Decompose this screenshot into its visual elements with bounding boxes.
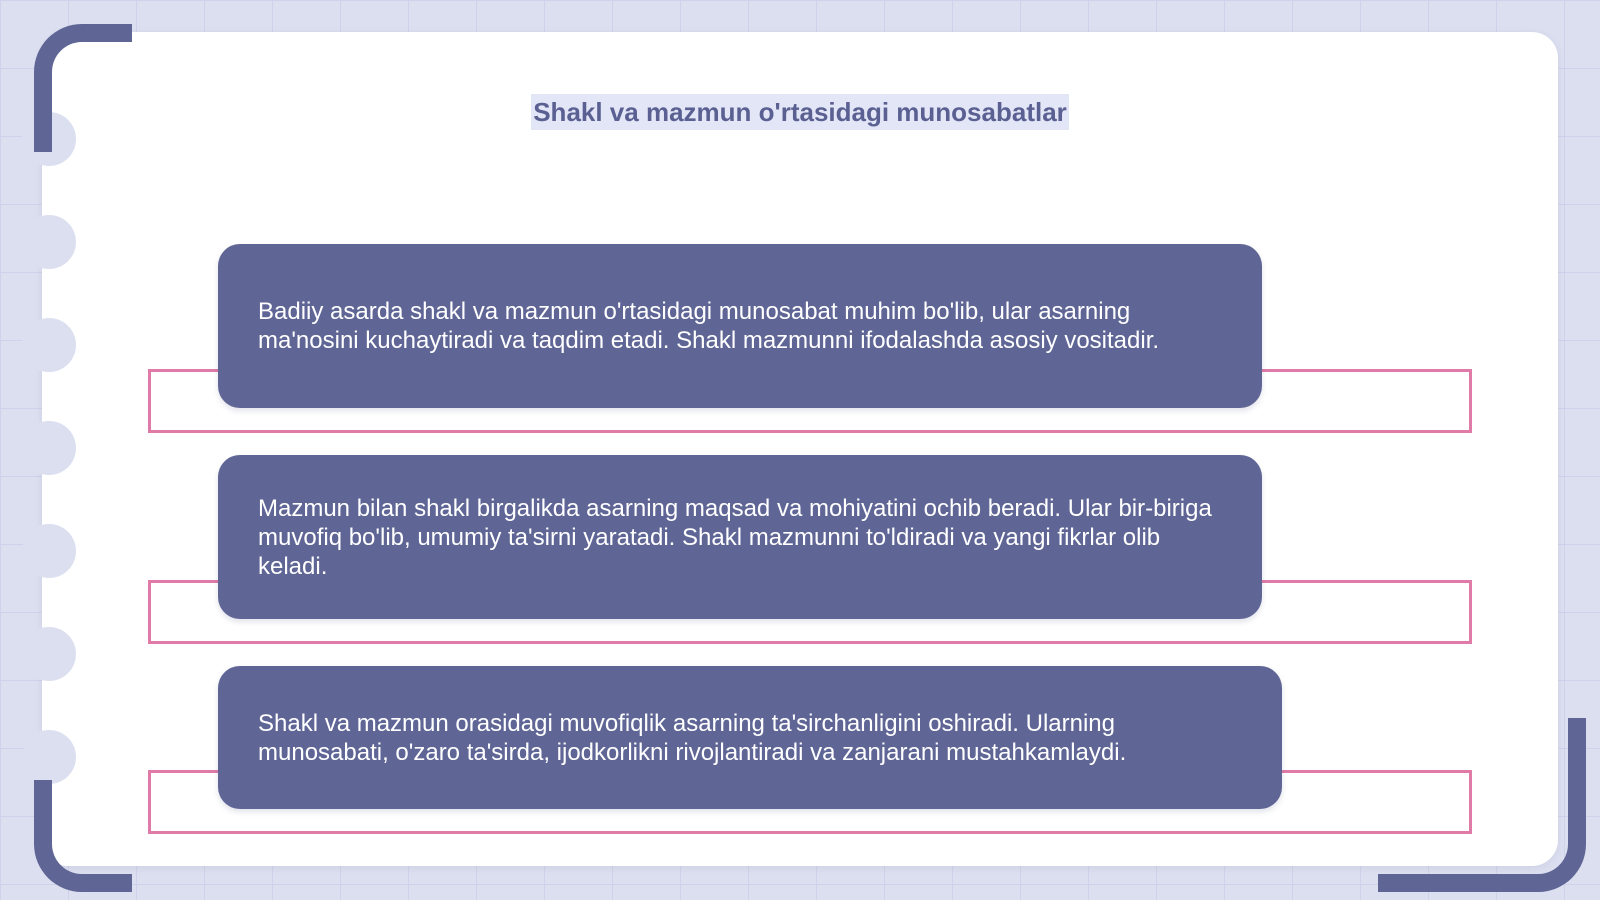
corner-bracket-bottom-left — [34, 780, 132, 892]
binder-hole — [22, 421, 76, 475]
slide-title: Shakl va mazmun o'rtasidagi munosabatlar — [531, 94, 1069, 130]
binder-hole — [22, 524, 76, 578]
text-card-3 — [218, 666, 1282, 809]
card-text-3: Shakl va mazmun orasidagi muvofiqlik asarning ta'sirchanligini oshiradi. Ularning munosabati, o'zaro ta'sirda, ijodkorlikni rivojlantiradi va zanjarani mustahkamlaydi. — [258, 709, 1127, 766]
text-card-1 — [218, 244, 1262, 408]
binder-hole — [22, 318, 76, 372]
text-card-2 — [218, 455, 1262, 619]
corner-bracket-top-left — [34, 24, 132, 152]
slide-title-container — [0, 94, 1600, 130]
binder-hole — [22, 215, 76, 269]
binder-hole — [22, 730, 76, 784]
card-text-2: Mazmun bilan shakl birgalikda asarning maqsad va mohiyatini ochib beradi. Ular bir-biriga muvofiq bo'lib, umumiy ta'sirni yaratadi. Shakl mazmunni to'ldiradi va yangi fikrlar olib keladi. — [258, 494, 1212, 580]
card-text-1: Badiiy asarda shakl va mazmun o'rtasidagi munosabat muhim bo'lib, ular asarning ma'nosini kuchaytiradi va taqdim etadi. Shakl mazmunni ifodalashda asosiy vositadir. — [258, 298, 1160, 354]
binder-hole — [22, 627, 76, 681]
